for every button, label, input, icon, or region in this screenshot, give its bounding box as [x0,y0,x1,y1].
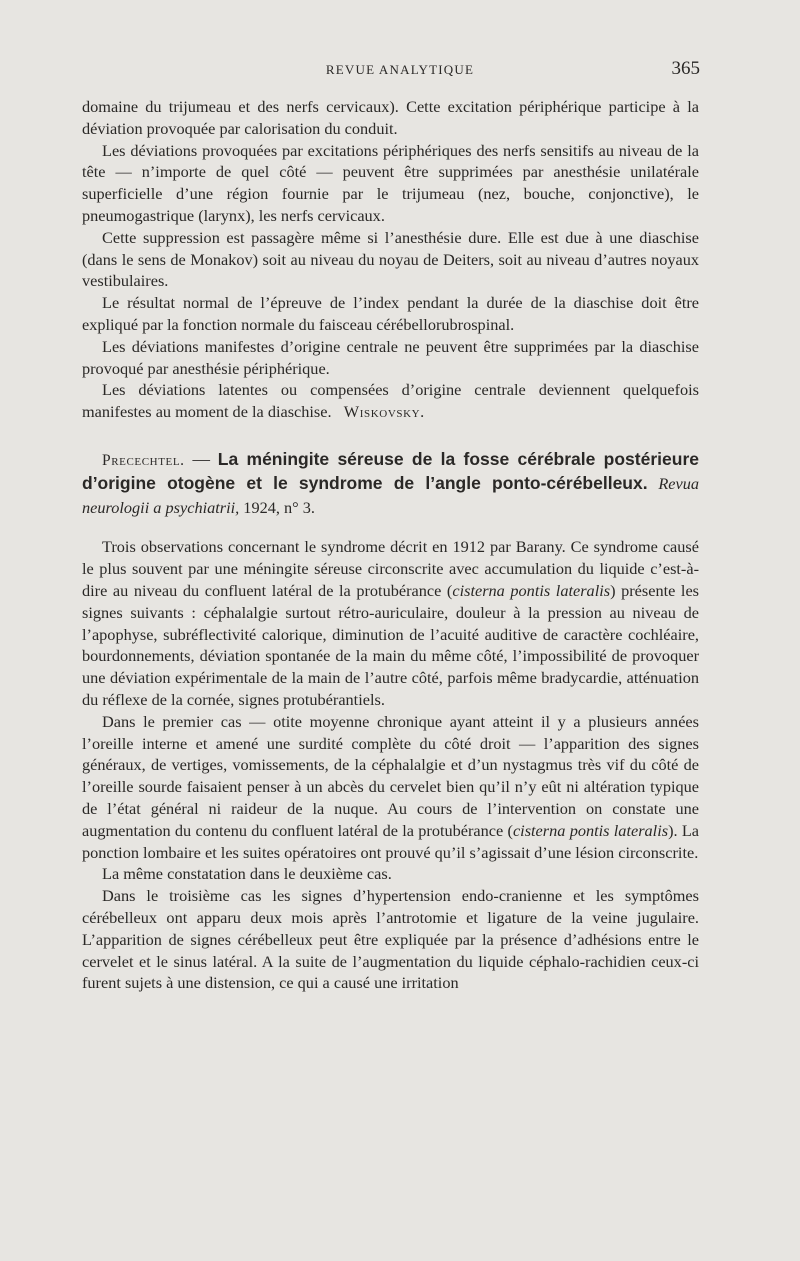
page-number: 365 [671,58,700,79]
section-review-text [82,536,699,994]
paragraph: Le résultat normal de l’épreuve de l’index pendant la durée de la diaschise doit être expliqué par la fonction normale du faisceau cérébellorubrospinal. [82,293,699,334]
running-title: REVUE ANALYTIQUE [325,62,475,77]
article-title: La méningite séreuse de la fosse cérébrale postérieure d’origine otogène et le syndrome de l’angle ponto-cérébelleux. [82,448,699,494]
paragraph [82,536,699,710]
body-text [82,96,699,994]
paragraph-text: ) présente les signes suivants : céphalalgie surtout rétro-auriculaire, douleur à la pression au niveau de l’apophyse, subréflectivité calorique, diminution de l’acuité auditive de caractère cochléaire, bourdonnements, déviation spontanée de la main du même côté, l’impossibilité de provoquer une déviation expérimentale de la main de l’autre côté, parfois même bradycardie, atténuation du réflexe de la cornée, signes protubérantiels. [82,581,700,710]
latin-term: cisterna pontis lateralis [452,581,611,601]
latin-term: cisterna pontis lateralis [512,820,669,840]
paragraph-text: ). La ponction lombaire et les suites opératoires ont prouvé qu’il s’agissait d’une lésion circonscrite. [82,820,700,862]
running-head [0,58,800,82]
review-heading [82,448,699,520]
paragraph: domaine du trijumeau et des nerfs cervicaux). Cette excitation périphérique participe à la déviation provoquée par calorisation du conduit. [82,97,699,138]
journal-name: Revua neurologii a psychiatrii, [82,474,699,517]
review-author: Precechtel. [102,451,185,469]
paragraph: Cette suppression est passagère même si l’anesthésie dure. Elle est due à une diaschise (dans le sens de Monakov) soit au niveau du noyau de Deiters, soit au niveau d’autres noyaux vestibulaires. [82,227,699,291]
review-dash: — [184,448,218,469]
paragraph: Les déviations provoquées par excitations périphériques des nerfs sensitifs au niveau de la tête — n’importe de quel côté — peuvent être supprimées par anesthésie unilatérale superficielle d’une région fournie par le trijumeau (nez, bouche, conjonctive), le pneumogastrique (larynx), les nerfs cervicaux. [82,140,699,225]
paragraph-text: Dans le premier cas — otite moyenne chronique ayant atteint il y a plusieurs années l’oreille interne et amené une surdité complète du côté droit — l’apparition des signes généraux, de vertiges, vomissements, de la céphalalgie et d’un nystagmus très vif du côté de l’oreille sourde faisaient penser à un abcès du cervelet bien qu’il n’y eût ni altération typique de l’état général ni raideur de la nuque. Au cours de l’intervention on constate une augmentation du contenu du confluent latéral de la protubérance ( [82,711,699,840]
paragraph [82,711,699,864]
paragraph: Dans le troisième cas les signes d’hypertension endo-cranienne et les symptômes cérébelleux ont apparu deux mois après l’antrotomie et ligature de la veine jugulaire. L’apparition de signes cérébelleux peut être expliquée par la présence d’adhésions entre le cervelet et le sinus latéral. A la suite de l’augmentation du liquide céphalo-rachidien ceux-ci furent sujets à une distension, ce qui a causé une irritation [82,886,699,993]
paragraph: Les déviations manifestes d’origine centrale ne peuvent être supprimées par la diaschise provoqué par anesthésie périphérique. [82,336,699,378]
reviewer-signature: Wiskovsky. [343,402,425,422]
paragraph [82,379,699,423]
section-previous-review [82,96,699,423]
paragraph-text: Les déviations latentes ou compensées d’origine centrale deviennent quelquefois manifestes au moment de la diaschise. [82,380,699,422]
citation-details: 1924, n° 3. [239,497,315,517]
paragraph: La même constatation dans le deuxième cas. [102,864,392,884]
paragraph-text: Trois observations concernant le syndrome décrit en 1912 par Barany. Ce syndrome causé le plus souvent par une méningite séreuse circonscrite avec accumulation du liquide c’est-à-dire au niveau du confluent latéral de la protubérance ( [82,537,699,601]
